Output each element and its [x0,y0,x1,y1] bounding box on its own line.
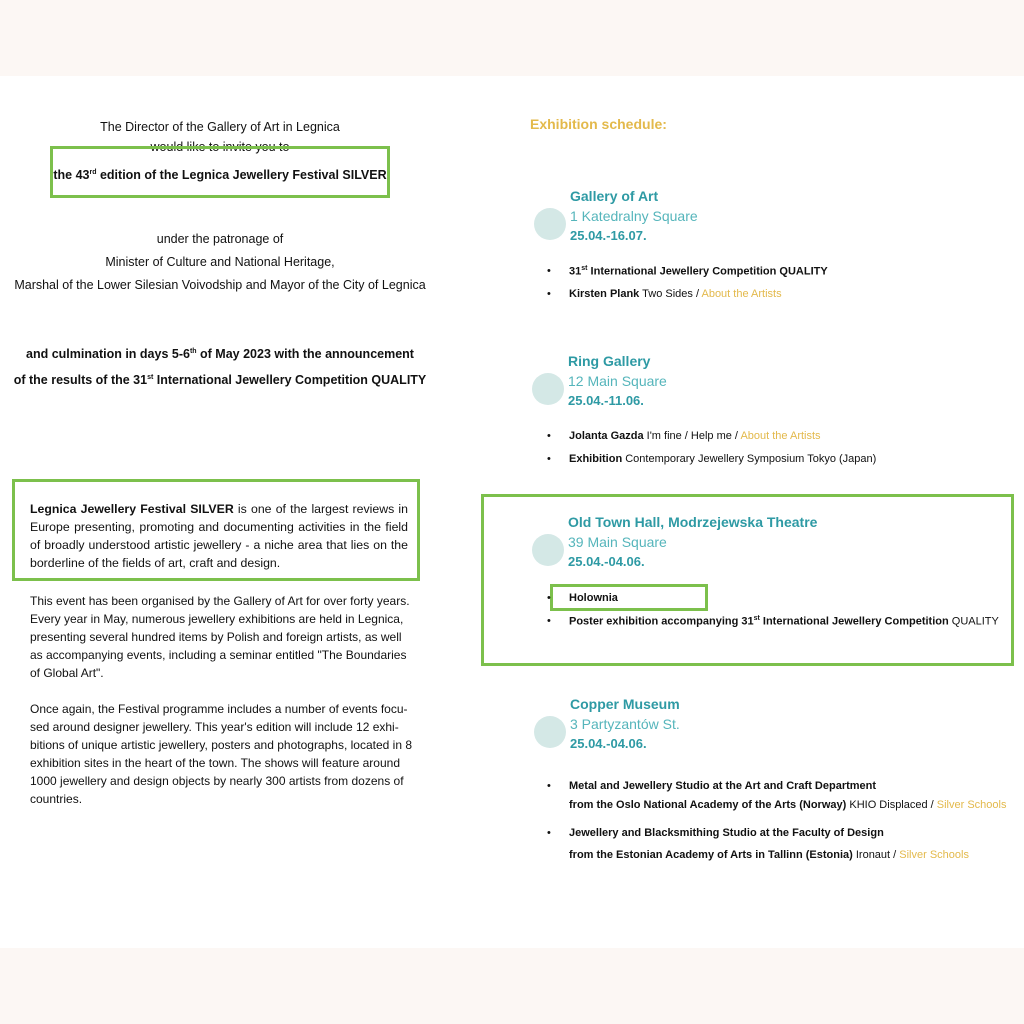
edition-pre: the 43 [53,168,90,183]
item-bold: Exhibition [569,453,623,465]
bullet: • [547,780,551,792]
list-item [547,288,782,300]
bullet: • [547,265,551,277]
item-bold: Poster exhibition accompanying 31 [569,615,754,628]
venue-dates: 25.04.-16.07. [570,228,647,243]
culm-sup: th [189,348,197,355]
venue-name: Ring Gallery [568,353,651,369]
item-bold-2: International Jewellery Competition [759,615,949,628]
culm2-post: International Jewellery Competition QUALITY [153,373,427,388]
venue-circle-icon [532,534,564,566]
item-bold: Jolanta Gazda [569,430,644,442]
venue-address: 39 Main Square [568,534,667,550]
item-sup: st [581,265,588,272]
list-item [547,592,618,604]
culmination-block [10,340,430,392]
bullet: • [547,430,551,442]
invitation-page [0,76,1024,948]
item-text: QUALITY [948,615,999,628]
item-bold: International Jewellery Competition QUALITY [587,265,828,278]
culm2-pre: of the results of the 31 [13,373,148,388]
venue-dates: 25.04.-04.06. [570,736,647,751]
edition-post: edition of the Legnica Jewellery Festival SILVER [96,168,387,183]
item-text: KHIO Displaced / [846,799,937,811]
venue-circle-icon [534,716,566,748]
silver-schools-link[interactable]: Silver Schools [899,849,969,861]
list-item [547,430,821,442]
venue-dates: 25.04.-04.06. [568,554,645,569]
edition-sup: rd [89,169,97,176]
bullet: • [547,288,551,300]
list-item [547,822,969,866]
bullet: • [547,592,551,604]
item-line-1: Metal and Jewellery Studio at the Art and Craft Department [569,780,877,792]
item-bold: from the Estonian Academy of Arts in Tallinn (Estonia) [569,849,853,861]
patronage-line-2: Minister of Culture and National Heritage, [105,255,335,269]
list-item [547,615,999,628]
bullet: • [547,453,551,465]
invite-line-1: The Director of the Gallery of Art in Legnica [100,120,340,134]
venue-circle-icon [534,208,566,240]
patronage-line-3: Marshal of the Lower Silesian Voivodship and Mayor of the City of Legnica [14,278,426,292]
list-item [547,265,828,278]
venue-address: 12 Main Square [568,373,667,389]
culm2-sup: st [147,374,154,382]
venue-name: Gallery of Art [570,188,659,204]
item-pre: 31 [569,265,582,278]
item-text: Ironaut / [852,849,900,861]
invite-line-2: would like to invite you to [150,140,290,154]
about-artists-link[interactable]: About the Artists [740,430,821,442]
item-line-1: Jewellery and Blacksmithing Studio at the Faculty of Design [569,827,884,839]
about-bold: Legnica Jewellery Festival SILVER [30,502,234,516]
about-paragraph [30,500,408,572]
item-sup: st [753,615,760,622]
schedule-title: Exhibition schedule: [530,116,667,132]
venue-address: 1 Katedralny Square [570,208,698,224]
bullet: • [547,827,551,839]
venue-dates: 25.04.-11.06. [568,393,644,408]
history-paragraph: This event has been organised by the Gallery of Art for over forty years. Every year in May, numerous jewellery exhibitions are held in Legnica, presenting several hundred items by Polish and foreign artists, as well as accompanying events, including a seminar entitled "The Boundaries of Global Art". [30,594,410,680]
venue-circle-icon [532,373,564,405]
venue-name: Copper Museum [570,696,680,712]
about-artists-link[interactable]: About the Artists [701,288,782,300]
item-line-2 [569,844,969,866]
programme-paragraph: Once again, the Festival programme includes a number of events focu-sed around designer jewellery. This year's edition will include 12 exhi-bitions of unique artistic jewellery, posters and photographs, located in 8 exhibition sites in the heart of the town. The shows will feature around 1000 jewellery and design objects by nearly 300 artists from dozens of countries. [30,702,413,806]
item-text: I'm fine / Help me / [643,430,741,442]
patronage-line-1: under the patronage of [156,232,284,246]
item-bold: Holownia [569,592,618,604]
list-item [547,453,877,465]
item-bold: Kirsten Plank [569,288,640,300]
item-bold: from the Oslo National Academy of the Arts (Norway) [569,799,847,811]
venue-address: 3 Partyzantów St. [570,716,680,732]
item-text: Contemporary Jewellery Symposium Tokyo (Japan) [622,453,877,465]
venue-name: Old Town Hall, Modrzejewska Theatre [568,514,818,530]
list-item [547,777,1007,815]
item-text: Two Sides / [639,288,702,300]
patronage-block [10,228,430,297]
culmination-line-2 [10,366,430,392]
culm-pre: and culmination in days 5-6 [26,347,190,362]
culm-post: of May 2023 with the announcement [196,347,414,362]
culmination-line-1 [10,340,430,366]
bullet: • [547,615,551,627]
about-rest: is one of the largest reviews in Europe presenting, promoting and documenting activities in the field of broadly understood artistic jewellery - a niche area that lies on the borderline of the fields of art, craft and design. [30,502,408,570]
edition-line [20,161,420,187]
silver-schools-link[interactable]: Silver Schools [936,799,1007,811]
item-line-2 [569,796,1006,815]
